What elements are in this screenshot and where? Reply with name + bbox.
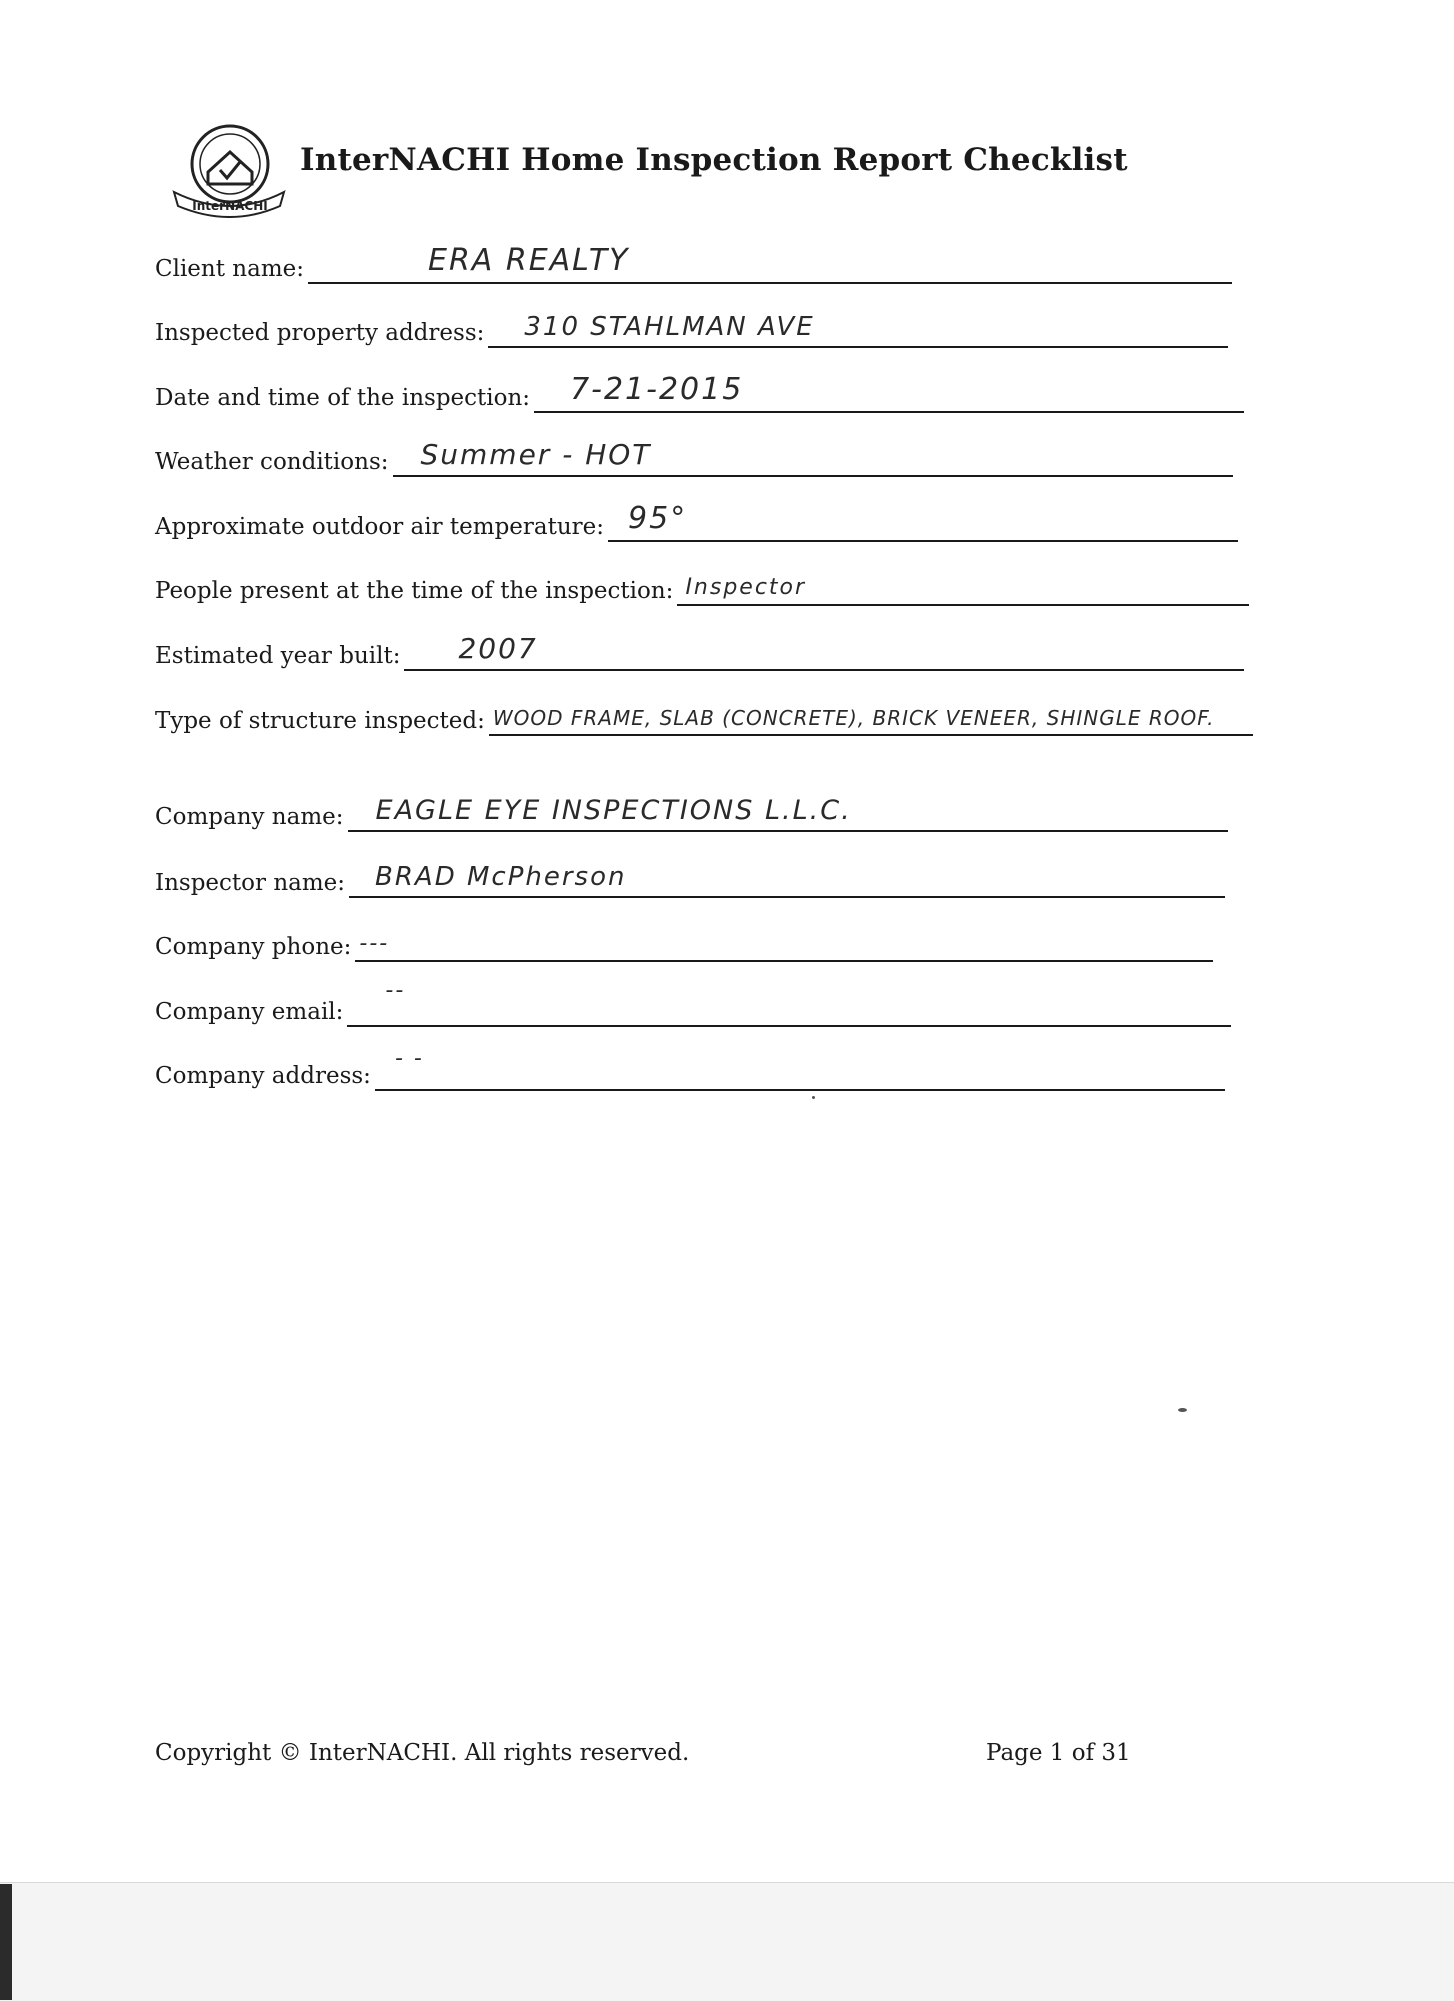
company-name-field xyxy=(155,788,1228,832)
page-title: InterNACHI Home Inspection Report Checklist xyxy=(300,142,1128,178)
client-name-field xyxy=(155,240,1232,284)
company-phone-field xyxy=(155,918,1213,962)
company-email-value: -- xyxy=(385,978,406,1003)
air-temperature-label: Approximate outdoor air temperature: xyxy=(155,514,605,540)
company-email-line xyxy=(347,978,1231,1027)
property-address-value: 310 STAHLMAN AVE xyxy=(524,312,815,342)
company-phone-value: --- xyxy=(359,931,390,956)
air-temperature-value: 95° xyxy=(628,501,688,536)
company-phone-label: Company phone: xyxy=(155,934,352,960)
company-name-line xyxy=(348,790,1228,832)
air-temperature-line xyxy=(608,500,1238,542)
inspector-name-line xyxy=(349,856,1225,898)
internachi-logo xyxy=(168,118,288,218)
people-present-line xyxy=(677,564,1249,606)
scanner-edge xyxy=(0,1884,12,2000)
property-address-label: Inspected property address: xyxy=(155,320,485,346)
client-name-line xyxy=(308,242,1232,284)
structure-type-label: Type of structure inspected: xyxy=(155,708,485,734)
company-address-label: Company address: xyxy=(155,1063,371,1089)
year-built-label: Estimated year built: xyxy=(155,643,401,669)
page-number: Page 1 of 31 xyxy=(986,1740,1131,1766)
structure-type-value: WOOD FRAME, SLAB (CONCRETE), BRICK VENEER, SHINGLE ROOF. xyxy=(492,706,1215,730)
inspection-date-label: Date and time of the inspection: xyxy=(155,385,531,411)
year-built-value: 2007 xyxy=(458,632,538,665)
year-built-line xyxy=(404,629,1244,671)
property-address-line xyxy=(488,306,1228,348)
weather-value: Summer - HOT xyxy=(420,438,652,471)
people-present-label: People present at the time of the inspection: xyxy=(155,578,674,604)
people-present-field xyxy=(155,562,1249,606)
weather-label: Weather conditions: xyxy=(155,449,389,475)
company-name-value: EAGLE EYE INSPECTIONS L.L.C. xyxy=(375,795,852,826)
company-phone-line xyxy=(355,920,1213,962)
people-present-value: Inspector xyxy=(685,575,807,600)
structure-type-line xyxy=(489,694,1253,736)
company-email-field xyxy=(155,978,1231,1027)
copyright-text: Copyright © InterNACHI. All rights reserved. xyxy=(155,1740,690,1766)
client-name-label: Client name: xyxy=(155,256,304,282)
weather-line xyxy=(393,435,1233,477)
company-address-line xyxy=(375,1046,1225,1091)
scan-speck xyxy=(812,1096,815,1099)
company-address-value: - - xyxy=(394,1046,424,1071)
property-address-field xyxy=(155,304,1228,348)
weather-field xyxy=(155,433,1233,477)
year-built-field xyxy=(155,627,1244,671)
inspection-date-field xyxy=(155,369,1244,413)
inspector-name-value: BRAD McPherson xyxy=(375,862,627,892)
client-name-value: ERA REALTY xyxy=(427,243,630,278)
inspector-name-field xyxy=(155,854,1225,898)
scanner-bed xyxy=(0,1882,1454,2001)
company-email-label: Company email: xyxy=(155,999,344,1025)
inspector-name-label: Inspector name: xyxy=(155,870,346,896)
structure-type-field xyxy=(155,692,1253,736)
inspection-date-line xyxy=(534,371,1244,413)
svg-text:InterNACHI: InterNACHI xyxy=(192,199,268,213)
company-name-label: Company name: xyxy=(155,804,344,830)
inspection-date-value: 7-21-2015 xyxy=(570,372,744,407)
air-temperature-field xyxy=(155,498,1238,542)
scan-speck xyxy=(1178,1408,1187,1412)
company-address-field xyxy=(155,1047,1225,1091)
